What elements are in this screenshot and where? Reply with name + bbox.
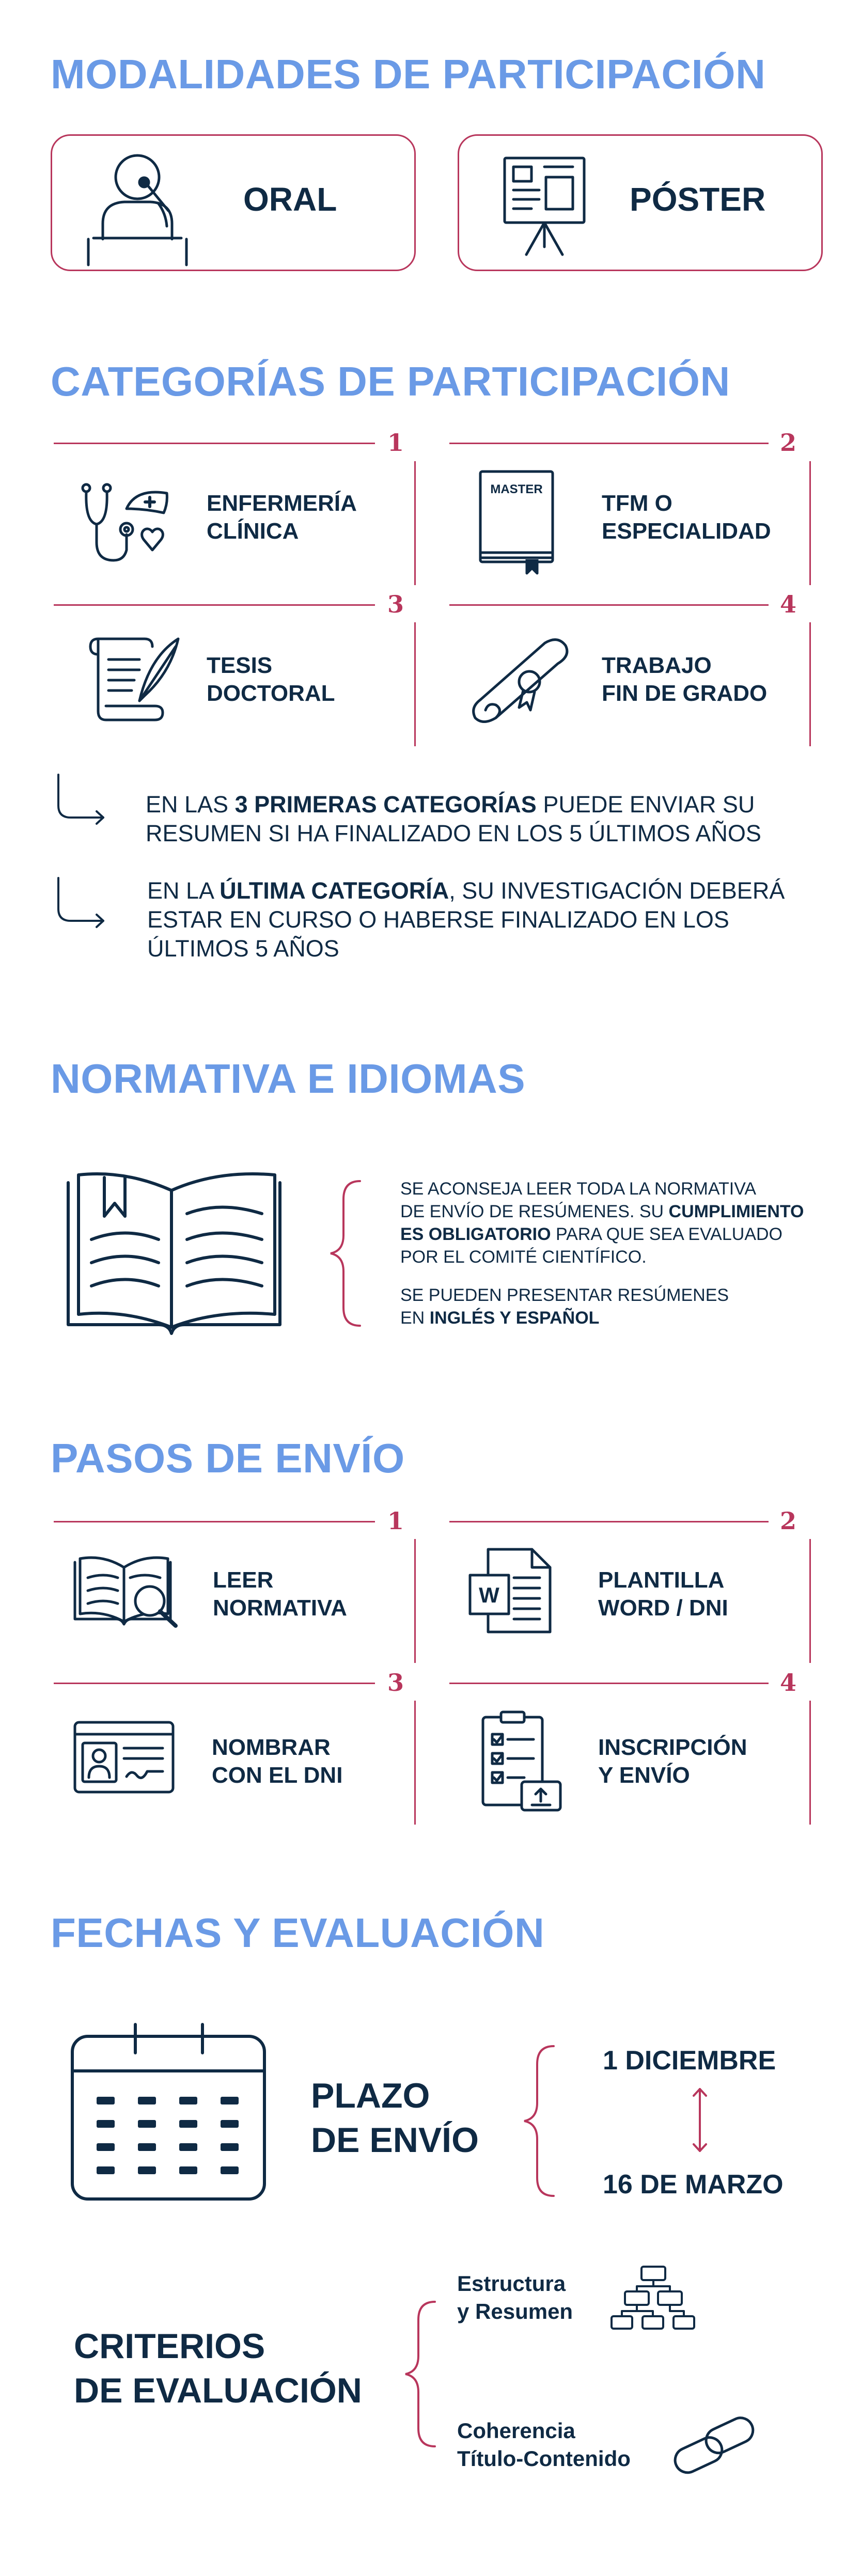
criterion-1: Estructura y Resumen (457, 2271, 573, 2323)
step-number-1: 1 (387, 1507, 404, 1535)
nursing-icon (75, 473, 183, 571)
speaker-icon (78, 146, 197, 265)
word-icon-letter: W (479, 1583, 499, 1607)
curly-brace (328, 1179, 364, 1328)
criteria-label: CRITERIOS DE EVALUACIÓN (74, 2327, 362, 2410)
scroll-quill-icon (83, 636, 181, 724)
category-number-4: 4 (780, 590, 797, 618)
step-label-2: PLANTILLA WORD / DNI (598, 1567, 728, 1621)
calendar-icon (68, 2022, 270, 2203)
modality-card-oral (51, 134, 416, 271)
return-arrow-icon (54, 772, 106, 829)
checklist-upload-icon (478, 1709, 566, 1813)
categories-title: CATEGORÍAS DE PARTICIPACIÓN (51, 358, 730, 404)
category-label-4: TRABAJO FIN DE GRADO (602, 653, 768, 706)
master-book-icon (475, 467, 558, 576)
category-number-3: 3 (387, 590, 404, 618)
double-arrow-icon (690, 2086, 710, 2154)
norms-title: NORMATIVA E IDIOMAS (51, 1056, 526, 1102)
id-card-icon (72, 1720, 176, 1797)
poster-board-icon (500, 154, 588, 257)
step-number-3: 3 (387, 1669, 404, 1697)
step-label-4: INSCRIPCIÓN Y ENVÍO (598, 1735, 747, 1788)
end-date: 16 DE MARZO (603, 2170, 784, 2200)
criterion-2: Coherencia Título-Contenido (457, 2418, 631, 2471)
modality-label-poster: PÓSTER (630, 181, 766, 218)
step-label-1: LEER NORMATIVA (213, 1567, 347, 1621)
category-label-3: TESIS DOCTORAL (207, 653, 335, 706)
curly-brace (403, 2299, 439, 2449)
return-arrow-icon (54, 875, 106, 932)
link-chain-icon (669, 2412, 762, 2479)
hierarchy-icon (609, 2265, 697, 2332)
start-date: 1 DICIEMBRE (603, 2046, 776, 2076)
modality-card-poster (458, 134, 823, 271)
diploma-icon (467, 633, 576, 726)
category-label-2: TFM O ESPECIALIDAD (602, 491, 771, 544)
master-book-text: MASTER (490, 482, 543, 496)
norms-paragraph-1: SE ACONSEJA LEER TODA LA NORMATIVA DE ENVÍO DE RESÚMENES. SU CUMPLIMIENTO ES OBLIGATORIO PARA QUE SEA EVALUADO POR EL COMITÉ CIENTÍFICO. (400, 1179, 804, 1267)
step-number-2: 2 (780, 1507, 797, 1535)
steps-title: PASOS DE ENVÍO (51, 1435, 405, 1481)
word-document-icon (465, 1547, 558, 1635)
curly-brace (522, 2044, 558, 2198)
modalities-title: MODALIDADES DE PARTICIPACIÓN (51, 51, 766, 97)
dates-title: FECHAS Y EVALUACIÓN (51, 1910, 545, 1956)
book-magnifier-icon (72, 1554, 181, 1632)
open-book-icon (63, 1167, 290, 1338)
category-number-2: 2 (780, 429, 797, 457)
step-label-3: NOMBRAR CON EL DNI (212, 1735, 343, 1788)
category-label-1: ENFERMERÍA CLÍNICA (207, 491, 357, 544)
norms-paragraph-2: SE PUEDEN PRESENTAR RESÚMENES EN INGLÉS Y ESPAÑOL (400, 1285, 729, 1328)
deadline-label: PLAZO DE ENVÍO (311, 2076, 479, 2160)
category-note-1: EN LAS 3 PRIMERAS CATEGORÍAS PUEDE ENVIAR SU RESUMEN SI HA FINALIZADO EN LOS 5 ÚLTIMOS AÑOS (146, 791, 761, 846)
step-number-4: 4 (780, 1669, 797, 1697)
modality-label-oral: ORAL (243, 181, 337, 218)
category-number-1: 1 (387, 429, 404, 457)
category-note-2: EN LA ÚLTIMA CATEGORÍA, SU INVESTIGACIÓN DEBERÁ ESTAR EN CURSO O HABERSE FINALIZADO EN LOS ÚLTIMOS 5 AÑOS (147, 877, 785, 962)
